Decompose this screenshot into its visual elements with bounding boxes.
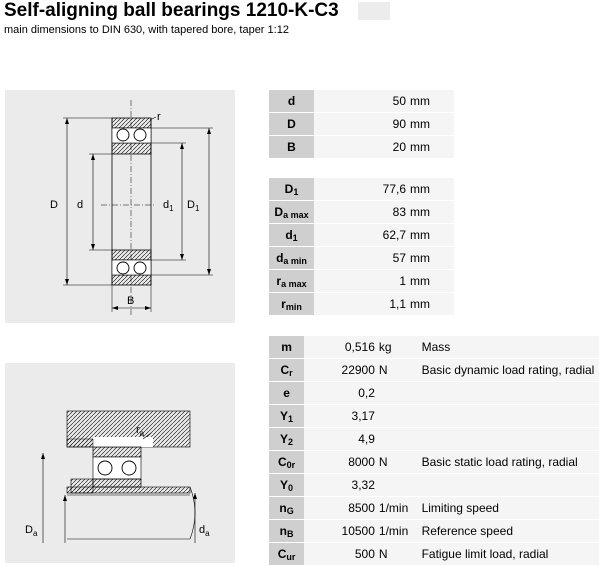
row-description: Fatigue limit load, radial bbox=[418, 543, 599, 565]
mounting-dimensions-drawing bbox=[5, 363, 235, 563]
label-ra: $r_a$ bbox=[136, 424, 145, 438]
table-row bbox=[269, 451, 599, 473]
row-unit: mm bbox=[406, 113, 454, 135]
row-symbol: $C_{0r}$ bbox=[269, 451, 304, 473]
row-symbol: D bbox=[269, 113, 314, 135]
row-unit: 1/min bbox=[375, 497, 418, 519]
table-row bbox=[269, 428, 599, 450]
row-symbol: $r_{min}$ bbox=[269, 293, 314, 315]
row-value: 3,17 bbox=[304, 405, 375, 427]
row-value: 8500 bbox=[304, 497, 375, 519]
row-value: 20 bbox=[314, 136, 406, 158]
row-symbol: $d_1$ bbox=[269, 224, 314, 246]
row-unit: mm bbox=[406, 201, 454, 223]
row-symbol: $D_1$ bbox=[269, 178, 314, 200]
label-r: r bbox=[157, 111, 161, 123]
label-Da: $D_a$ bbox=[25, 524, 38, 538]
table-row bbox=[269, 247, 454, 269]
main-dimensions-table bbox=[269, 89, 454, 159]
row-description: Reference speed bbox=[418, 520, 599, 542]
row-value: 62,7 bbox=[314, 224, 406, 246]
row-symbol: e bbox=[269, 382, 304, 404]
table-row bbox=[269, 405, 599, 427]
label-d1: $d_1$ bbox=[163, 199, 174, 213]
row-symbol: $Y_1$ bbox=[269, 405, 304, 427]
row-value: 57 bbox=[314, 247, 406, 269]
table-row bbox=[269, 224, 454, 246]
bearing-bottom-section bbox=[112, 250, 151, 285]
row-symbol: $C_{ur}$ bbox=[269, 543, 304, 565]
row-unit bbox=[375, 474, 418, 496]
table-row bbox=[269, 520, 599, 542]
row-value: 0,2 bbox=[304, 382, 375, 404]
table-row bbox=[269, 497, 599, 519]
row-value: 0,516 bbox=[304, 336, 375, 358]
row-value: 77,6 bbox=[314, 178, 406, 200]
row-value: 8000 bbox=[304, 451, 375, 473]
row-unit: N bbox=[375, 543, 418, 565]
page-title: Self-aligning ball bearings 1210-K-C3 bbox=[4, 0, 339, 21]
label-d: d bbox=[77, 199, 84, 211]
row-unit bbox=[375, 405, 418, 427]
row-unit: N bbox=[375, 451, 418, 473]
row-symbol: $D_{a max}$ bbox=[269, 201, 314, 223]
table-row bbox=[269, 201, 454, 223]
row-symbol: $n_G$ bbox=[269, 497, 304, 519]
row-value: 3,32 bbox=[304, 474, 375, 496]
table-row bbox=[269, 270, 454, 292]
label-D1: $D_1$ bbox=[187, 199, 200, 213]
row-description: Basic dynamic load rating, radial bbox=[418, 359, 599, 381]
row-value: 50 bbox=[314, 90, 406, 112]
row-symbol: $Y_2$ bbox=[269, 428, 304, 450]
row-unit: mm bbox=[406, 90, 454, 112]
row-unit: mm bbox=[406, 224, 454, 246]
row-description bbox=[418, 428, 599, 450]
row-value: 1,1 bbox=[314, 293, 406, 315]
row-unit: 1/min bbox=[375, 520, 418, 542]
row-value: 22900 bbox=[304, 359, 375, 381]
row-value: 1 bbox=[314, 270, 406, 292]
table-row bbox=[269, 178, 454, 200]
row-value: 90 bbox=[314, 113, 406, 135]
row-description: Limiting speed bbox=[418, 497, 599, 519]
row-symbol: $n_B$ bbox=[269, 520, 304, 542]
table-row bbox=[269, 136, 454, 158]
row-symbol: B bbox=[269, 136, 314, 158]
row-symbol: m bbox=[269, 336, 304, 358]
label-da: $d_a$ bbox=[199, 524, 210, 538]
row-value: 83 bbox=[314, 201, 406, 223]
row-description: Basic static load rating, radial bbox=[418, 451, 599, 473]
table-row bbox=[269, 293, 454, 315]
row-unit: mm bbox=[406, 293, 454, 315]
row-unit bbox=[375, 382, 418, 404]
table-row bbox=[269, 474, 599, 496]
bearing-top-section bbox=[112, 118, 151, 154]
row-description bbox=[418, 405, 599, 427]
row-value: 10500 bbox=[304, 520, 375, 542]
row-symbol: $d_{a min}$ bbox=[269, 247, 314, 269]
row-unit: mm bbox=[406, 270, 454, 292]
title-decoration-box bbox=[358, 2, 390, 20]
table-row bbox=[269, 359, 599, 381]
row-symbol: $Y_0$ bbox=[269, 474, 304, 496]
label-D: D bbox=[50, 199, 58, 211]
row-description bbox=[418, 474, 599, 496]
row-value: 4,9 bbox=[304, 428, 375, 450]
table-row bbox=[269, 543, 599, 565]
row-description: Mass bbox=[418, 336, 599, 358]
mounting-dimensions-table bbox=[269, 177, 454, 316]
row-unit: N bbox=[375, 359, 418, 381]
label-B: B bbox=[127, 295, 135, 307]
row-value: 500 bbox=[304, 543, 375, 565]
table-row bbox=[269, 90, 454, 112]
table-row bbox=[269, 336, 599, 358]
row-symbol: d bbox=[269, 90, 314, 112]
bearing-section-drawing bbox=[5, 90, 235, 323]
row-symbol: $C_r$ bbox=[269, 359, 304, 381]
row-description bbox=[418, 382, 599, 404]
row-unit: mm bbox=[406, 178, 454, 200]
row-unit: mm bbox=[406, 136, 454, 158]
performance-data-table bbox=[269, 335, 599, 566]
row-unit: mm bbox=[406, 247, 454, 269]
row-unit bbox=[375, 428, 418, 450]
table-row bbox=[269, 113, 454, 135]
row-symbol: $r_{a max}$ bbox=[269, 270, 314, 292]
row-unit: kg bbox=[375, 336, 418, 358]
page-subtitle: main dimensions to DIN 630, with tapered bore, taper 1:12 bbox=[4, 24, 289, 36]
table-row bbox=[269, 382, 599, 404]
